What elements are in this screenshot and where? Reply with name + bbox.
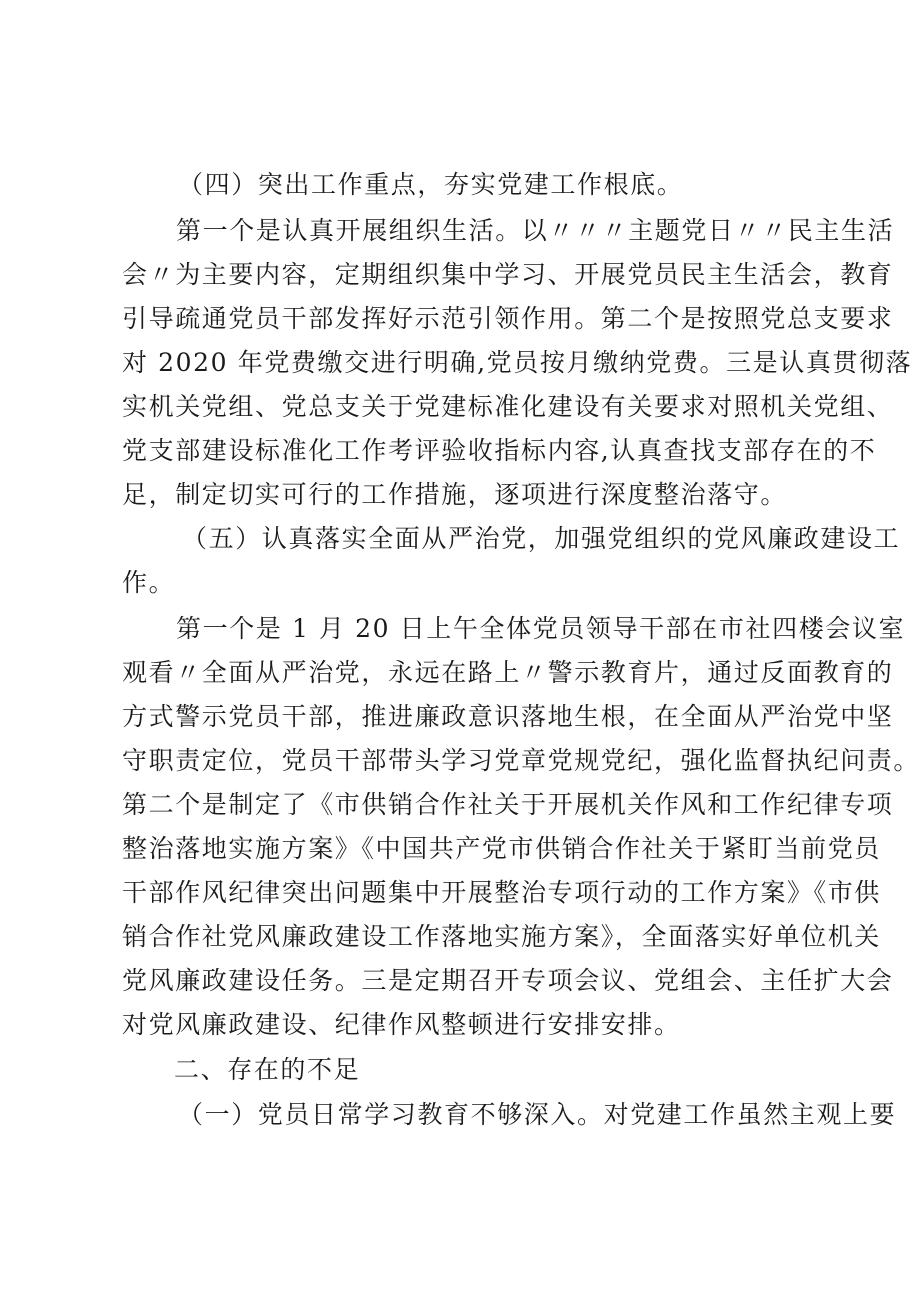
paragraph-line: 第二个是制定了《市供销合作社关于开展机关作风和工作纪律专项 — [122, 790, 894, 819]
paragraph-line: 守职责定位，党员干部带头学习党章党规党纪，强化监督执纪问责。 — [122, 746, 920, 775]
paragraph-line: 销合作社党风廉政建设工作落地实施方案》，全面落实好单位机关 — [122, 922, 881, 951]
section-heading-5: （五）认真落实全面从严治党，加强党组织的党风廉政建设工 — [182, 524, 901, 553]
paragraph-line: 对 2020 年党费缴交进行明确,党员按月缴纳党费。三是认真贯彻落 — [122, 348, 913, 377]
paragraph-line: 对党风廉政建设、纪律作风整顿进行安排安排。 — [122, 1010, 681, 1039]
paragraph-line: 第一个是 1 月 20 日上午全体党员领导干部在市社四楼会议室 — [176, 614, 906, 643]
paragraph-line: 引导疏通党员干部发挥好示范引领作用。第二个是按照党总支要求 — [122, 304, 894, 333]
paragraph-line: 实机关党组、党总支关于党建标准化建设有关要求对照机关党组、 — [122, 392, 894, 421]
paragraph-line: 观看〃全面从严治党，永远在路上〃警示教育片，通过反面教育的 — [122, 658, 894, 687]
paragraph-line: 党支部建设标准化工作考评验收指标内容,认真查找支部存在的不 — [122, 436, 877, 465]
paragraph-line: 整治落地实施方案》《中国共产党市供销合作社关于紧盯当前党员 — [122, 834, 881, 863]
paragraph-line: （一）党员日常学习教育不够深入。对党建工作虽然主观上要 — [178, 1100, 897, 1129]
paragraph-line: 会〃为主要内容，定期组织集中学习、开展党员民主生活会，教育 — [122, 260, 894, 289]
paragraph-line: 第一个是认真开展组织生活。以〃〃〃主题党日〃〃民主生活 — [176, 216, 895, 245]
paragraph-line: 党风廉政建设任务。三是定期召开专项会议、党组会、主任扩大会 — [122, 966, 894, 995]
section-heading-5-cont: 作。 — [122, 568, 176, 597]
section-heading-4: （四）突出工作重点，夯实党建工作根底。 — [178, 170, 684, 199]
paragraph-line: 足，制定切实可行的工作措施，逐项进行深度整治落守。 — [122, 480, 788, 509]
paragraph-line: 方式警示党员干部，推进廉政意识落地生根，在全面从严治党中坚 — [122, 702, 894, 731]
section-heading-2: 二、存在的不足 — [174, 1055, 361, 1084]
paragraph-line: 干部作风纪律突出问题集中开展整治专项行动的工作方案》《市供 — [122, 878, 881, 907]
